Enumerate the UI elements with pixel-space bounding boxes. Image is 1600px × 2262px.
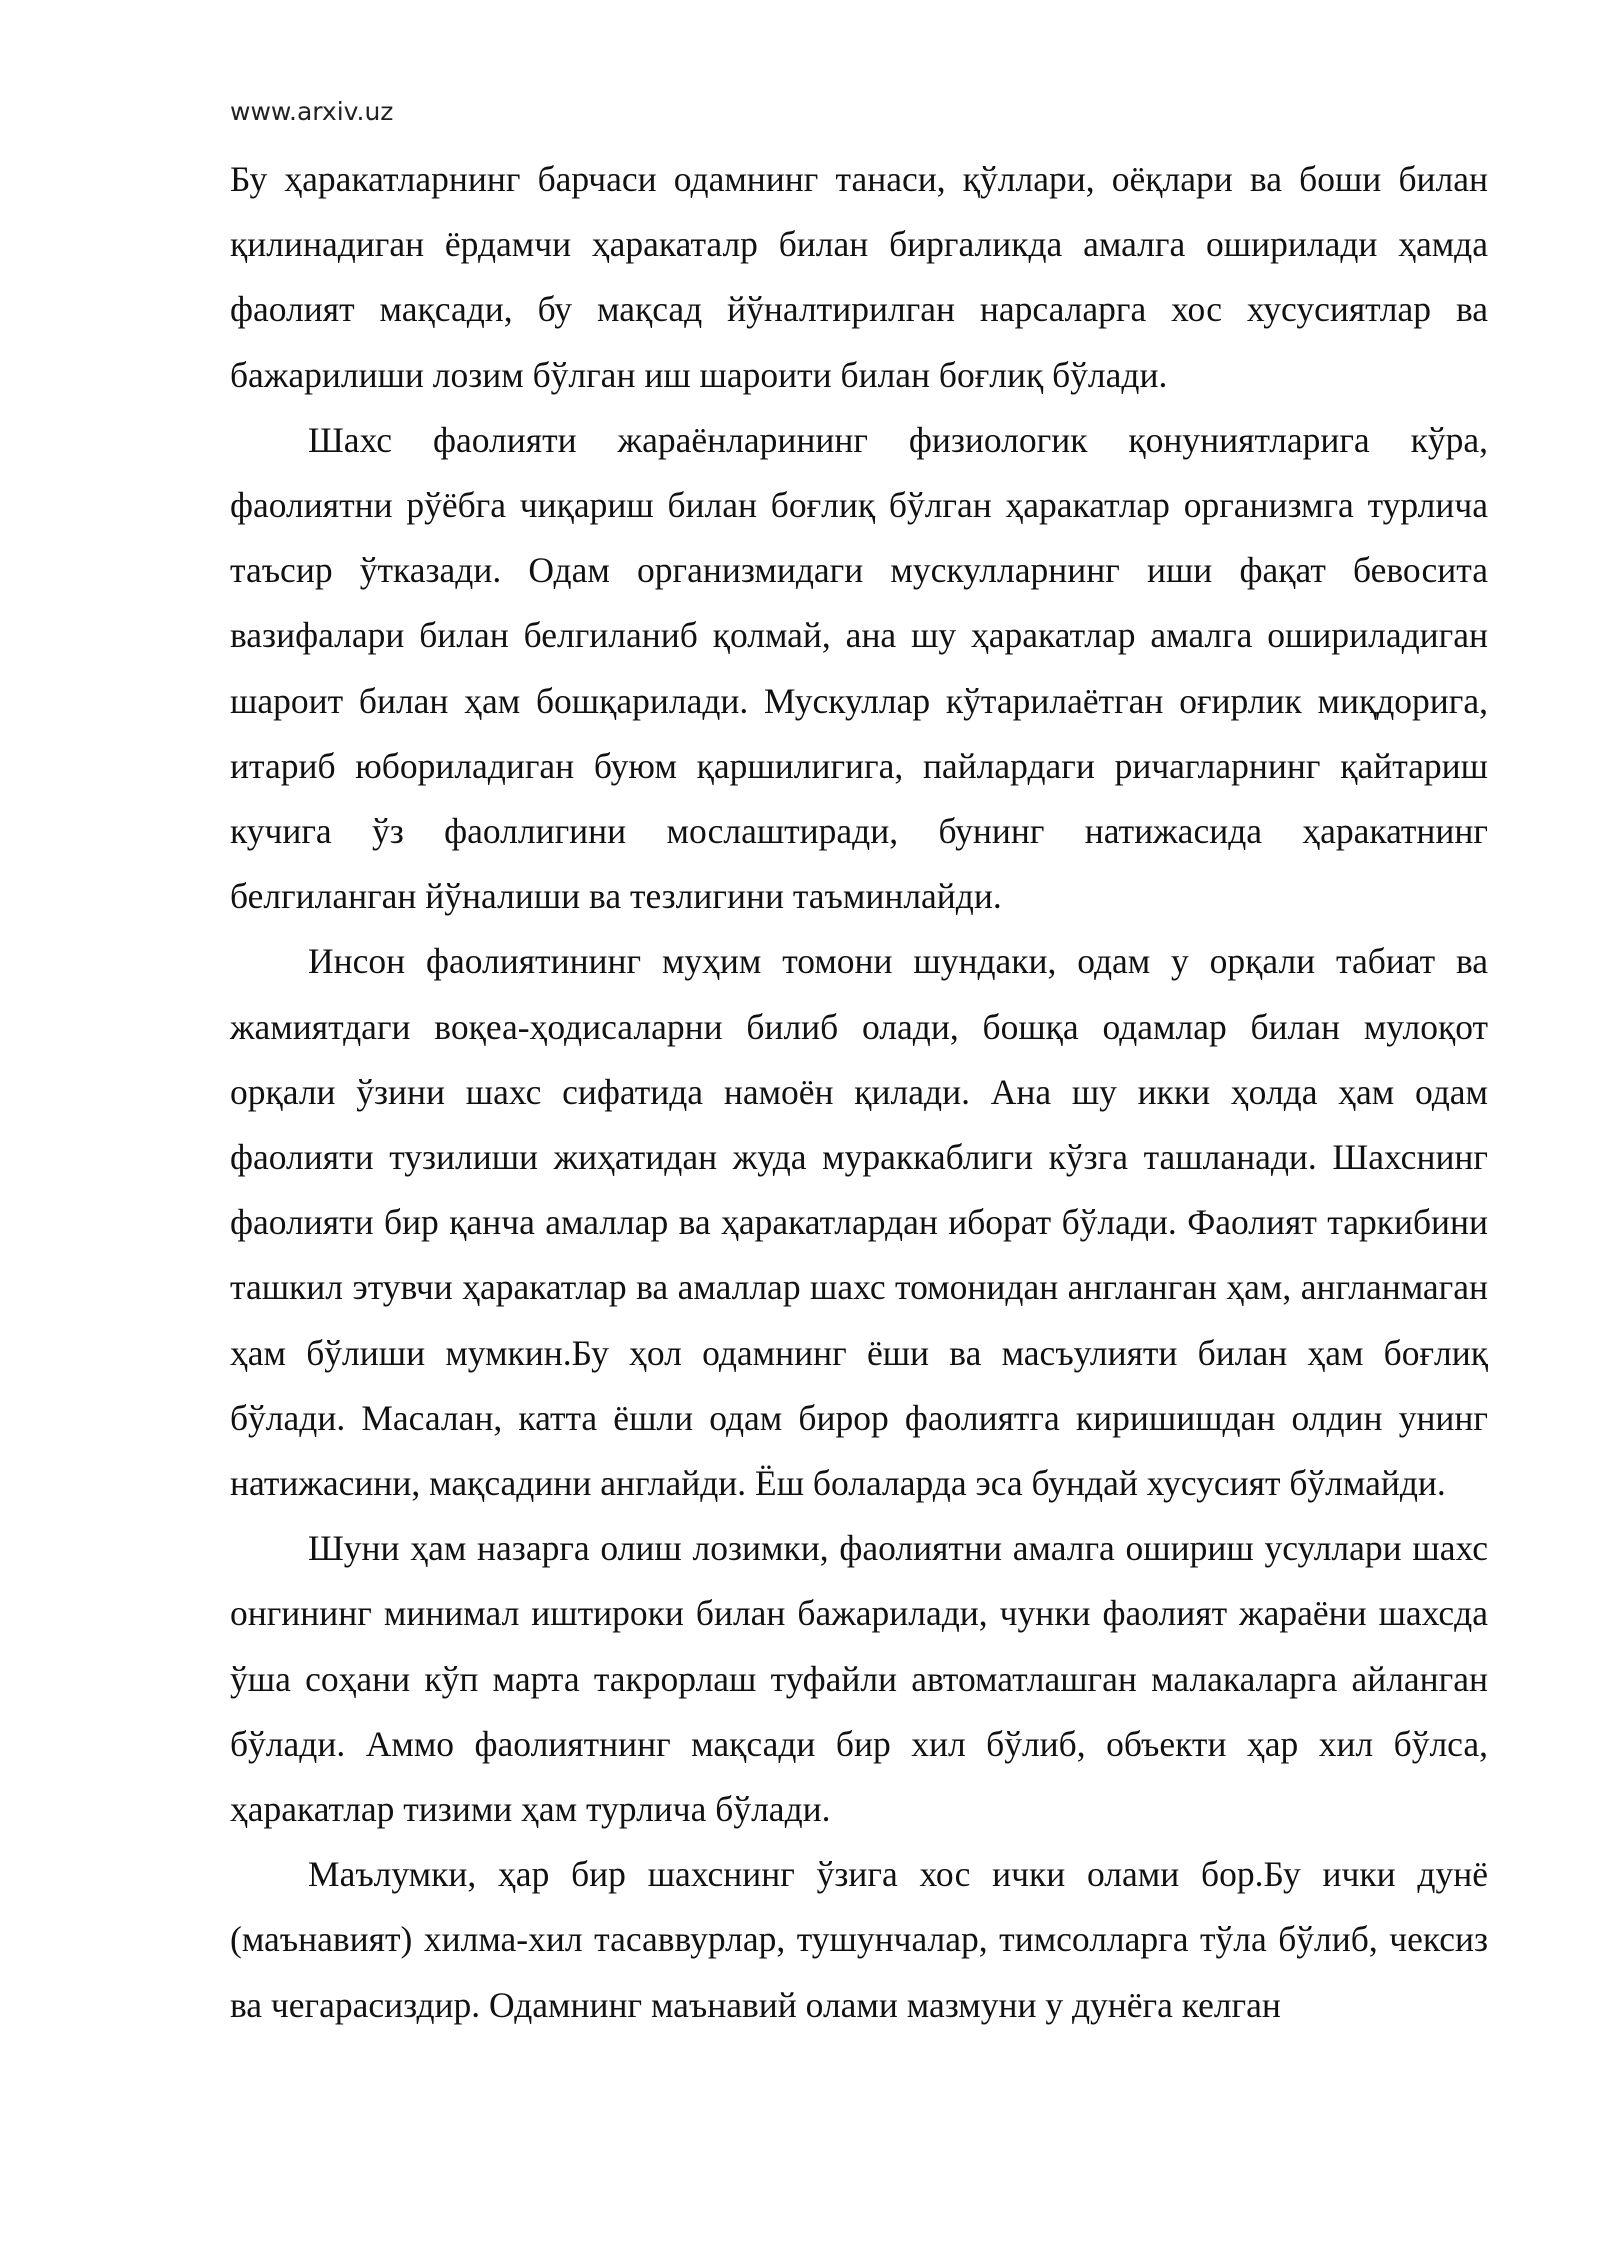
paragraph-2: Шахс фаолияти жараёнларининг физиологик қонуниятларига кўра, фаолиятни рўёбга чиқариш билан боғлиқ бўлган ҳаракатлар организмга турлича таъсир ўтказади. Одам организмидаги мускулларнинг иши фақат бевосита вазифалари билан белгиланиб қолмай, ана шу ҳаракатлар амалга ошириладиган шароит билан ҳам бошқарилади. Мускуллар кўтарилаётган оғирлик миқдорига, итариб юбориладиган буюм қаршилигига, пайлардаги ричагларнинг қайтариш кучига ўз фаоллигини мослаштиради, бунинг натижасида ҳаракатнинг белгиланган йўналиши ва тезлигини таъминлайди. xyxy=(230,419,1488,917)
document-body xyxy=(230,147,1488,2038)
paragraph-1: Бу ҳаракатларнинг барчаси одамнинг танаси, қўллари, оёқлари ва боши билан қилинадиган ёрдамчи ҳаракаталр билан биргаликда амалга оширилади ҳамда фаолият мақсади, бу мақсад йўналтирилган нарсаларга хос хусусиятлар ва бажарилиши лозим бўлган иш шароити билан боғлиқ бўлади. xyxy=(230,159,1488,395)
paragraph-5: Маълумки, ҳар бир шахснинг ўзига хос ички олами бор.Бу ички дунё (маънавият) хилма-хил тасаввурлар, тушунчалар, тимсолларга тўла бўлиб, чексиз ва чегарасиздир. Одамнинг маънавий олами мазмуни у дунёга келган xyxy=(230,1854,1488,2025)
paragraph-4: Шуни ҳам назарга олиш лозимки, фаолиятни амалга ошириш усуллари шахс онгининг минимал иштироки билан бажарилади, чунки фаолият жараёни шахсда ўша соҳани кўп марта такрорлаш туфайли автоматлашган малакаларга айланган бўлади. Аммо фаолиятнинг мақсади бир хил бўлиб, объекти ҳар хил бўлса, ҳаракатлар тизими ҳам турлича бўлади. xyxy=(230,1528,1488,1830)
site-header: www.arxiv.uz xyxy=(230,97,394,126)
paragraph-3: Инсон фаолиятининг муҳим томони шундаки, одам у орқали табиат ва жамиятдаги воқеа-ҳодисаларни билиб олади, бошқа одамлар билан мулоқот орқали ўзини шахс сифатида намоён қилади. Ана шу икки ҳолда ҳам одам фаолияти тузилиши жиҳатидан жуда мураккаблиги кўзга ташланади. Шахснинг фаолияти бир қанча амаллар ва ҳаракатлардан иборат бўлади. Фаолият таркибини ташкил этувчи ҳаракатлар ва амаллар шахс томонидан англанган ҳам, англанмаган ҳам бўлиши мумкин.Бу ҳол одамнинг ёши ва масъулияти билан ҳам боғлиқ бўлади. Масалан, катта ёшли одам бирор фаолиятга киришишдан олдин унинг натижасини, мақсадини англайди. Ёш болаларда эса бундай хусусият бўлмайди. xyxy=(230,941,1488,1504)
